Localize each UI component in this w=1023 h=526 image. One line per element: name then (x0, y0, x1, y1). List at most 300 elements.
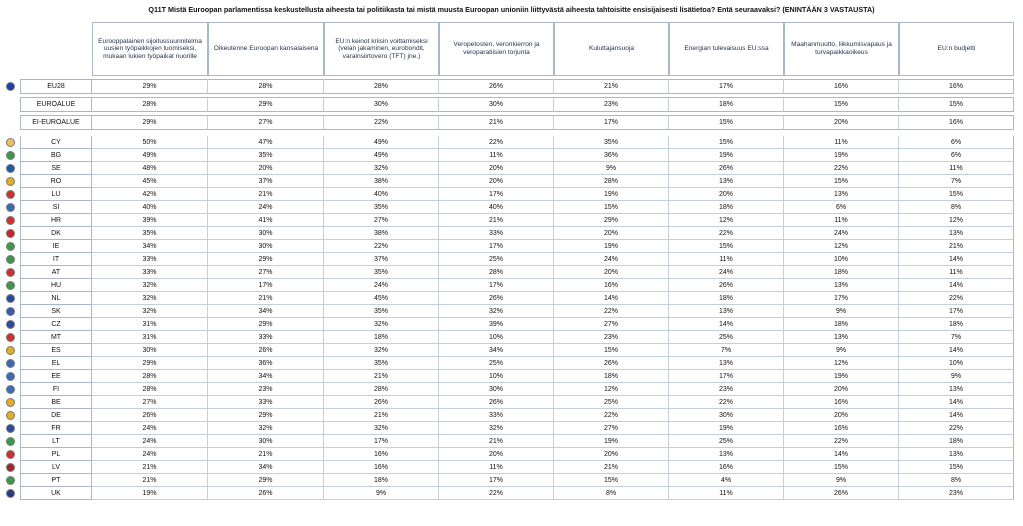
flag-icon (6, 151, 15, 160)
cell-value: 18% (324, 474, 439, 487)
flag-icon (6, 255, 15, 264)
cell-value: 34% (208, 305, 324, 318)
cell-value: 12% (554, 383, 669, 396)
cell-value: 32% (324, 344, 439, 357)
country-row (0, 383, 1014, 396)
flag-icon (6, 294, 15, 303)
cell-value: 19% (554, 188, 669, 201)
country-row (0, 175, 1014, 188)
cell-value: 17% (324, 435, 439, 448)
cell-value: 40% (324, 188, 439, 201)
country-row (0, 474, 1014, 487)
row-label: PL (20, 448, 92, 461)
cell-value: 21% (92, 474, 208, 487)
cell-value: 13% (669, 175, 784, 188)
cell-value: 17% (439, 240, 554, 253)
cell-value: 12% (784, 240, 899, 253)
cell-value: 47% (208, 136, 324, 149)
cell-value: 14% (899, 409, 1014, 422)
cell-value: 17% (554, 115, 669, 130)
cell-value: 34% (208, 461, 324, 474)
country-row (0, 422, 1014, 435)
cell-value: 28% (92, 370, 208, 383)
cell-value: 24% (92, 448, 208, 461)
row-label: EE (20, 370, 92, 383)
cell-value: 40% (92, 201, 208, 214)
cell-value: 21% (208, 448, 324, 461)
cell-value: 19% (784, 149, 899, 162)
cell-value: 33% (208, 331, 324, 344)
country-row (0, 162, 1014, 175)
row-label: EU28 (20, 79, 92, 94)
cell-value: 20% (554, 227, 669, 240)
cell-value: 24% (92, 422, 208, 435)
cell-value: 6% (784, 201, 899, 214)
cell-value: 22% (899, 292, 1014, 305)
cell-value: 26% (92, 409, 208, 422)
cell-value: 20% (784, 409, 899, 422)
cell-value: 29% (92, 357, 208, 370)
cell-value: 15% (554, 474, 669, 487)
cell-value: 35% (324, 266, 439, 279)
flag-icon (6, 242, 15, 251)
flag-icon (6, 372, 15, 381)
column-header: Eurooppalainen sijoitussuunnitelma uusien työpaikkojen luomiseksi, mukaan lukien työpaikat nuorille (92, 22, 208, 76)
cell-value: 42% (92, 188, 208, 201)
aggregate-row (0, 97, 1014, 112)
row-label: BG (20, 149, 92, 162)
flag-icon (6, 333, 15, 342)
cell-value: 32% (92, 305, 208, 318)
cell-value: 19% (92, 487, 208, 500)
cell-value: 37% (324, 253, 439, 266)
country-row (0, 292, 1014, 305)
cell-value: 18% (899, 318, 1014, 331)
cell-value: 30% (439, 383, 554, 396)
cell-value: 39% (92, 214, 208, 227)
cell-value: 17% (669, 370, 784, 383)
cell-value: 15% (669, 115, 784, 130)
cell-value: 24% (208, 201, 324, 214)
row-label: CY (20, 136, 92, 149)
cell-value: 11% (899, 266, 1014, 279)
cell-value: 28% (92, 97, 208, 112)
row-label: HR (20, 214, 92, 227)
cell-value: 26% (439, 79, 554, 94)
row-label: FR (20, 422, 92, 435)
flag-icon (6, 138, 15, 147)
cell-value: 11% (439, 149, 554, 162)
cell-value: 32% (324, 318, 439, 331)
flag-icon (6, 281, 15, 290)
cell-value: 16% (324, 461, 439, 474)
cell-value: 34% (208, 370, 324, 383)
cell-value: 34% (439, 344, 554, 357)
cell-value: 29% (92, 79, 208, 94)
cell-value: 20% (439, 162, 554, 175)
flag-icon (6, 424, 15, 433)
row-label: DK (20, 227, 92, 240)
cell-value: 31% (92, 331, 208, 344)
cell-value: 31% (92, 318, 208, 331)
cell-value: 29% (208, 474, 324, 487)
cell-value: 20% (554, 266, 669, 279)
column-header: Maahanmuutto, liikkumisvapaus ja turvapaikkaoikeus (784, 22, 899, 76)
flag-icon (6, 190, 15, 199)
cell-value: 33% (208, 396, 324, 409)
cell-value: 16% (784, 422, 899, 435)
row-label: LT (20, 435, 92, 448)
cell-value: 25% (669, 331, 784, 344)
cell-value: 9% (784, 344, 899, 357)
flag-icon (6, 203, 15, 212)
cell-value: 48% (92, 162, 208, 175)
country-row (0, 136, 1014, 149)
cell-value: 16% (324, 448, 439, 461)
cell-value: 23% (208, 383, 324, 396)
row-label: ES (20, 344, 92, 357)
cell-value: 18% (324, 331, 439, 344)
cell-value: 24% (92, 435, 208, 448)
flag-icon (6, 411, 15, 420)
cell-value: 8% (899, 474, 1014, 487)
cell-value: 25% (669, 435, 784, 448)
cell-value: 29% (92, 115, 208, 130)
cell-value: 13% (784, 331, 899, 344)
table-title: Q11T Mistä Euroopan parlamentissa keskustellusta aiheesta tai politiikasta tai mistä muusta Euroopan unioniin liittyvästä aiheesta tahtoisitte ensisijaisesti lisätietoa? Entä seuraavaksi? (ENINTÄÄN 3 VASTAUSTA) (148, 5, 875, 14)
cell-value: 27% (92, 396, 208, 409)
cell-value: 7% (899, 331, 1014, 344)
cell-value: 27% (554, 318, 669, 331)
cell-value: 18% (784, 266, 899, 279)
cell-value: 16% (669, 461, 784, 474)
country-row (0, 279, 1014, 292)
cell-value: 18% (669, 292, 784, 305)
cell-value: 22% (784, 162, 899, 175)
cell-value: 15% (784, 97, 899, 112)
country-row (0, 240, 1014, 253)
cell-value: 24% (669, 266, 784, 279)
flag-icon (6, 320, 15, 329)
cell-value: 37% (208, 175, 324, 188)
row-label: EI-EUROALUE (20, 115, 92, 130)
row-label: PT (20, 474, 92, 487)
cell-value: 10% (439, 331, 554, 344)
flag-icon (6, 268, 15, 277)
cell-value: 38% (324, 175, 439, 188)
cell-value: 23% (669, 383, 784, 396)
cell-value: 29% (554, 214, 669, 227)
table-body (0, 76, 1014, 500)
country-row (0, 396, 1014, 409)
cell-value: 26% (554, 357, 669, 370)
cell-value: 23% (554, 331, 669, 344)
cell-value: 20% (669, 188, 784, 201)
flag-icon (6, 463, 15, 472)
cell-value: 35% (324, 201, 439, 214)
cell-value: 17% (784, 292, 899, 305)
cell-value: 20% (208, 162, 324, 175)
cell-value: 21% (208, 292, 324, 305)
cell-value: 49% (324, 149, 439, 162)
cell-value: 28% (324, 383, 439, 396)
cell-value: 21% (324, 370, 439, 383)
country-row (0, 461, 1014, 474)
cell-value: 25% (554, 396, 669, 409)
cell-value: 12% (784, 357, 899, 370)
cell-value: 15% (669, 240, 784, 253)
cell-value: 14% (669, 318, 784, 331)
cell-value: 16% (899, 79, 1014, 94)
cell-value: 29% (208, 318, 324, 331)
cell-value: 9% (784, 474, 899, 487)
cell-value: 28% (208, 79, 324, 94)
flag-icon (6, 476, 15, 485)
row-label: SI (20, 201, 92, 214)
cell-value: 14% (784, 448, 899, 461)
flag-icon (6, 437, 15, 446)
cell-value: 21% (439, 435, 554, 448)
flag-icon (6, 307, 15, 316)
cell-value: 13% (669, 305, 784, 318)
cell-value: 7% (669, 344, 784, 357)
cell-value: 22% (439, 487, 554, 500)
row-label: FI (20, 383, 92, 396)
cell-value: 18% (554, 370, 669, 383)
cell-value: 16% (784, 79, 899, 94)
cell-value: 11% (899, 162, 1014, 175)
cell-value: 15% (899, 97, 1014, 112)
country-row (0, 344, 1014, 357)
country-row (0, 331, 1014, 344)
cell-value: 7% (899, 175, 1014, 188)
cell-value: 10% (439, 370, 554, 383)
cell-value: 49% (324, 136, 439, 149)
column-header: EU:n budjetti (899, 22, 1014, 76)
cell-value: 21% (208, 188, 324, 201)
cell-value: 36% (208, 357, 324, 370)
cell-value: 19% (784, 370, 899, 383)
cell-value: 17% (899, 305, 1014, 318)
cell-value: 30% (669, 409, 784, 422)
cell-value: 36% (554, 149, 669, 162)
cell-value: 32% (439, 422, 554, 435)
row-label: BE (20, 396, 92, 409)
country-row (0, 266, 1014, 279)
cell-value: 12% (899, 214, 1014, 227)
cell-value: 34% (92, 240, 208, 253)
cell-value: 33% (439, 409, 554, 422)
cell-value: 30% (324, 97, 439, 112)
country-row (0, 253, 1014, 266)
cell-value: 16% (554, 279, 669, 292)
cell-value: 41% (208, 214, 324, 227)
cell-value: 30% (208, 240, 324, 253)
cell-value: 32% (324, 162, 439, 175)
cell-value: 19% (669, 422, 784, 435)
cell-value: 50% (92, 136, 208, 149)
cell-value: 15% (554, 344, 669, 357)
cell-value: 18% (784, 318, 899, 331)
column-header: Oikeutenne Euroopan kansalaisena (208, 22, 324, 76)
cell-value: 13% (784, 279, 899, 292)
cell-value: 28% (324, 79, 439, 94)
cell-value: 32% (324, 422, 439, 435)
cell-value: 25% (439, 253, 554, 266)
cell-value: 22% (554, 409, 669, 422)
cell-value: 39% (439, 318, 554, 331)
cell-value: 40% (439, 201, 554, 214)
cell-value: 24% (554, 253, 669, 266)
cell-value: 35% (92, 227, 208, 240)
row-label: SE (20, 162, 92, 175)
cell-value: 24% (324, 279, 439, 292)
cell-value: 29% (208, 253, 324, 266)
cell-value: 6% (899, 136, 1014, 149)
cell-value: 22% (324, 115, 439, 130)
flag-icon (6, 398, 15, 407)
cell-value: 32% (92, 292, 208, 305)
row-label: LV (20, 461, 92, 474)
cell-value: 9% (784, 305, 899, 318)
cell-value: 32% (92, 279, 208, 292)
country-row (0, 214, 1014, 227)
cell-value: 14% (899, 396, 1014, 409)
cell-value: 32% (208, 422, 324, 435)
cell-value: 13% (899, 448, 1014, 461)
cell-value: 14% (554, 292, 669, 305)
country-row (0, 357, 1014, 370)
cell-value: 22% (669, 227, 784, 240)
cell-value: 21% (899, 240, 1014, 253)
cell-value: 30% (208, 227, 324, 240)
cell-value: 23% (899, 487, 1014, 500)
cell-value: 33% (92, 266, 208, 279)
cell-value: 9% (324, 487, 439, 500)
cell-value: 26% (208, 344, 324, 357)
cell-value: 15% (554, 201, 669, 214)
column-header: Energian tulevaisuus EU:ssa (669, 22, 784, 76)
cell-value: 13% (669, 448, 784, 461)
cell-value: 13% (899, 227, 1014, 240)
cell-value: 27% (208, 266, 324, 279)
cell-value: 38% (324, 227, 439, 240)
cell-value: 35% (554, 136, 669, 149)
cell-value: 9% (899, 370, 1014, 383)
cell-value: 21% (554, 79, 669, 94)
country-row (0, 370, 1014, 383)
cell-value: 35% (208, 149, 324, 162)
cell-value: 17% (669, 79, 784, 94)
flag-icon (6, 489, 15, 498)
cell-value: 26% (439, 292, 554, 305)
cell-value: 20% (554, 448, 669, 461)
flag-icon (6, 177, 15, 186)
column-header: Kuluttajansuoja (554, 22, 669, 76)
cell-value: 29% (208, 409, 324, 422)
cell-value: 20% (439, 175, 554, 188)
cell-value: 11% (669, 253, 784, 266)
flag-icon (6, 359, 15, 368)
cell-value: 25% (439, 357, 554, 370)
row-label: EUROALUE (20, 97, 92, 112)
row-label: UK (20, 487, 92, 500)
row-label: AT (20, 266, 92, 279)
cell-value: 19% (554, 435, 669, 448)
cell-value: 26% (324, 396, 439, 409)
cell-value: 24% (784, 227, 899, 240)
cell-value: 45% (324, 292, 439, 305)
flag-icon (6, 164, 15, 173)
row-label: DE (20, 409, 92, 422)
cell-value: 15% (784, 461, 899, 474)
cell-value: 26% (669, 162, 784, 175)
cell-value: 45% (92, 175, 208, 188)
cell-value: 17% (208, 279, 324, 292)
country-row (0, 448, 1014, 461)
cell-value: 11% (784, 136, 899, 149)
cell-value: 32% (439, 305, 554, 318)
cell-value: 12% (669, 214, 784, 227)
cell-value: 20% (439, 448, 554, 461)
country-row (0, 227, 1014, 240)
cell-value: 28% (554, 175, 669, 188)
cell-value: 35% (324, 357, 439, 370)
cell-value: 15% (784, 175, 899, 188)
cell-value: 33% (439, 227, 554, 240)
cell-value: 27% (208, 115, 324, 130)
cell-value: 22% (439, 136, 554, 149)
cell-value: 11% (784, 214, 899, 227)
cell-value: 16% (784, 396, 899, 409)
cell-value: 19% (669, 149, 784, 162)
flag-icon (6, 450, 15, 459)
cell-value: 13% (899, 383, 1014, 396)
header-row (0, 22, 1014, 76)
flag-icon (6, 82, 15, 91)
cell-value: 21% (439, 115, 554, 130)
country-row (0, 149, 1014, 162)
country-row (0, 201, 1014, 214)
cell-value: 35% (324, 305, 439, 318)
cell-value: 30% (208, 435, 324, 448)
cell-value: 22% (554, 305, 669, 318)
column-header: EU:n keinot kriisin voittamiseksi (velan jakaminen, eurobondit, varainsiirtovero (TFT) jne.) (324, 22, 439, 76)
cell-value: 16% (899, 115, 1014, 130)
flag-icon (6, 229, 15, 238)
cell-value: 21% (439, 214, 554, 227)
cell-value: 33% (92, 253, 208, 266)
cell-value: 29% (208, 97, 324, 112)
cell-value: 17% (439, 279, 554, 292)
cell-value: 11% (439, 461, 554, 474)
cell-value: 26% (439, 396, 554, 409)
cell-value: 4% (669, 474, 784, 487)
cell-value: 17% (439, 474, 554, 487)
cell-value: 18% (669, 201, 784, 214)
row-label: NL (20, 292, 92, 305)
cell-value: 18% (899, 435, 1014, 448)
cell-value: 22% (669, 396, 784, 409)
cell-value: 14% (899, 279, 1014, 292)
cell-value: 13% (784, 188, 899, 201)
cell-value: 19% (554, 240, 669, 253)
cell-value: 6% (899, 149, 1014, 162)
cell-value: 11% (669, 487, 784, 500)
cell-value: 14% (899, 253, 1014, 266)
cell-value: 21% (554, 461, 669, 474)
flag-icon (6, 346, 15, 355)
